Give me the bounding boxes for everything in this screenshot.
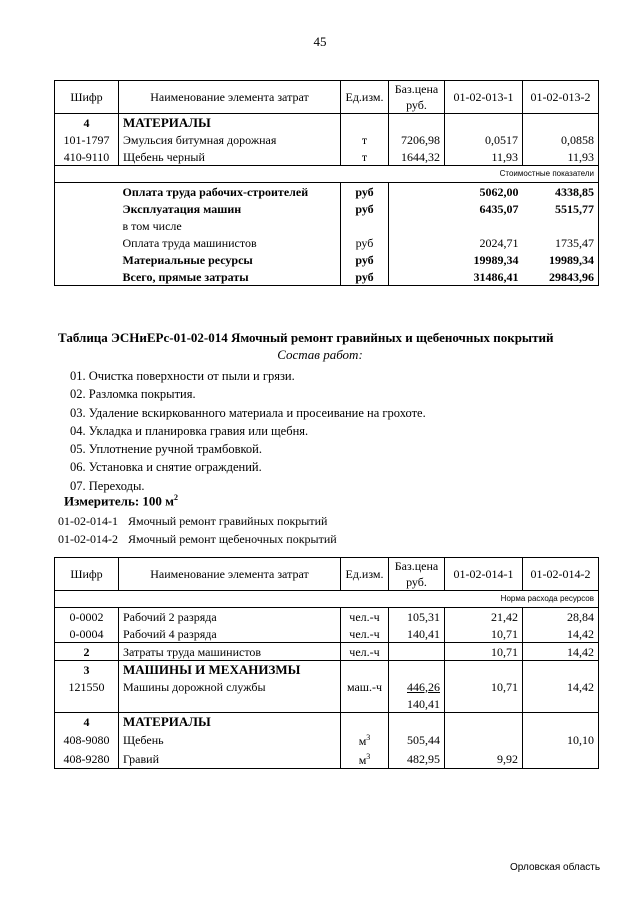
list-item: 03. Удаление вскиркованного материала и просеивание на грохоте. — [70, 405, 426, 420]
header-col2: 01-02-013-2 — [523, 81, 599, 114]
row-name: Рабочий 2 разряда — [119, 608, 341, 626]
section-number: 4 — [55, 114, 119, 132]
cost-name: Оплата труда машинистов — [122, 235, 257, 250]
row-price: 446,26 — [389, 678, 445, 695]
cost-unit: руб — [341, 234, 389, 251]
row-name: Щебень — [119, 730, 341, 749]
table-row — [55, 148, 599, 166]
cost-value-2 — [523, 217, 599, 234]
variant-line — [58, 514, 327, 529]
row-code: 0-0004 — [55, 625, 119, 643]
header-unit: Ед.изм. — [341, 81, 389, 114]
row-value-2: 0,0858 — [523, 131, 599, 148]
row-value-1: 11,93 — [445, 148, 523, 166]
row-unit — [341, 749, 389, 769]
cost-caption: Стоимостные показатели — [119, 166, 599, 183]
row-unit: чел.-ч — [341, 625, 389, 643]
works-subtitle: Состав работ: — [277, 347, 363, 362]
table-header-row — [55, 558, 599, 591]
header-price-line1: Баз.цена — [394, 82, 439, 96]
row-value-2: 14,42 — [523, 643, 599, 661]
header-code: Шифр — [55, 81, 119, 114]
meter-label: Измеритель: 100 м — [64, 493, 175, 509]
meter-sup: 2 — [174, 493, 179, 502]
section-title: МАТЕРИАЛЫ — [119, 114, 341, 132]
row-name: Затраты труда машинистов — [119, 643, 341, 661]
row-code: 408-9280 — [55, 749, 119, 769]
unit-base: м — [358, 734, 367, 748]
header-price-line2: руб. — [406, 98, 427, 112]
row-price: 482,95 — [389, 749, 445, 769]
list-item: 06. Установка и снятие ограждений. — [70, 460, 262, 475]
cost-value-1: 6435,07 — [479, 201, 519, 216]
cost-name: Эксплуатация машин — [122, 201, 242, 216]
list-item: 04. Укладка и планировка гравия или щебня. — [70, 423, 309, 438]
cost-name: Оплата труда рабочих-строителей — [119, 183, 341, 201]
row-name: Эмульсия битумная дорожная — [119, 131, 341, 148]
cost-unit: руб — [341, 268, 389, 286]
cost-value-2: 5515,77 — [523, 200, 599, 217]
variant-line — [58, 532, 337, 547]
row-code: 410-9110 — [55, 148, 119, 166]
row-name: Гравий — [119, 749, 341, 769]
list-item: 02. Разломка покрытия. — [70, 387, 196, 402]
list-item: 07. Переходы. — [70, 478, 145, 493]
variant-code: 01-02-014-1 — [58, 514, 118, 528]
list-item: 05. Уплотнение ручной трамбовкой. — [70, 442, 262, 457]
cost-value-1: 5062,00 — [445, 183, 523, 201]
cost-row — [55, 183, 599, 201]
cost-name: Всего, прямые затраты — [119, 268, 341, 286]
unit-base: м — [358, 753, 367, 767]
row-value-2: 14,42 — [523, 625, 599, 643]
cost-unit: руб — [341, 200, 389, 217]
header-price-line1: Баз.цена — [394, 559, 439, 573]
cost-row — [55, 217, 599, 234]
row-value-1 — [445, 730, 523, 749]
section-row-materials — [55, 713, 599, 731]
cost-value-2: 29843,96 — [523, 268, 599, 286]
list-item: 01. Очистка поверхности от пыли и грязи. — [70, 369, 295, 383]
cost-name: Материальные ресурсы — [122, 252, 253, 267]
cost-value-1 — [445, 217, 523, 234]
row-unit — [341, 730, 389, 749]
header-col1: 01-02-013-1 — [445, 81, 523, 114]
table-row — [55, 749, 599, 769]
row-unit: чел.-ч — [341, 643, 389, 661]
table-title: Таблица ЭСНиЕРс-01-02-014 Ямочный ремонт гравийных и щебеночных покрытий — [58, 330, 554, 345]
row-code: 0-0002 — [55, 608, 119, 626]
table-row — [55, 625, 599, 643]
header-price — [389, 81, 445, 114]
row-code: 2 — [55, 643, 119, 661]
row-value-2 — [523, 749, 599, 769]
footer-region: Орловская область — [510, 862, 601, 873]
row-price: 1644,32 — [389, 148, 445, 166]
row-value-1: 10,71 — [445, 625, 523, 643]
header-col2: 01-02-014-2 — [523, 558, 599, 591]
row-price-secondary: 140,41 — [389, 695, 445, 713]
row-value-1: 0,0517 — [445, 131, 523, 148]
section-title: МАТЕРИАЛЫ — [119, 713, 341, 731]
cost-unit — [341, 217, 389, 234]
table-row-sub — [55, 695, 599, 713]
page-number: 45 — [313, 34, 327, 49]
row-code: 408-9080 — [55, 730, 119, 749]
cost-value-1: 31486,41 — [445, 268, 523, 286]
row-name: Рабочий 4 разряда — [119, 625, 341, 643]
meter — [64, 493, 178, 509]
row-value-2: 28,84 — [523, 608, 599, 626]
cost-name: в том числе — [122, 218, 182, 233]
norm-caption: Норма расхода ресурсов — [119, 591, 599, 608]
row-unit: чел.-ч — [341, 608, 389, 626]
cost-row-total — [55, 268, 599, 286]
section-row-materials — [55, 114, 599, 132]
header-price — [389, 558, 445, 591]
section-row-machines — [55, 661, 599, 679]
resources-table-013 — [54, 80, 599, 286]
cost-value-1: 19989,34 — [473, 252, 519, 267]
variant-name: Ямочный ремонт щебеночных покрытий — [128, 532, 337, 546]
row-unit: маш.-ч — [341, 678, 389, 695]
row-price: 105,31 — [389, 608, 445, 626]
cost-value-1: 2024,71 — [479, 235, 519, 250]
table-row — [55, 608, 599, 626]
table-row — [55, 131, 599, 148]
row-price: 140,41 — [389, 625, 445, 643]
table-row — [55, 678, 599, 695]
cost-caption-row — [55, 166, 599, 183]
norm-caption-row — [55, 591, 599, 608]
machinists-row — [55, 643, 599, 661]
row-price: 505,44 — [389, 730, 445, 749]
cost-value-2: 4338,85 — [523, 183, 599, 201]
row-value-1: 10,71 — [445, 678, 523, 695]
row-value-1: 21,42 — [445, 608, 523, 626]
table-row — [55, 730, 599, 749]
works-list — [70, 367, 426, 495]
header-name: Наименование элемента затрат — [119, 558, 341, 591]
cost-unit: руб — [341, 251, 389, 268]
variant-name: Ямочный ремонт гравийных покрытий — [128, 514, 328, 528]
header-price-line2: руб. — [406, 575, 427, 589]
header-unit: Ед.изм. — [341, 558, 389, 591]
row-value-1: 10,71 — [445, 643, 523, 661]
row-unit: т — [341, 148, 389, 166]
variant-code: 01-02-014-2 — [58, 532, 118, 546]
cost-value-2: 1735,47 — [523, 234, 599, 251]
cost-row — [55, 200, 599, 217]
row-code: 121550 — [55, 678, 119, 695]
unit-sup: 3 — [366, 733, 371, 742]
header-col1: 01-02-014-1 — [445, 558, 523, 591]
header-name: Наименование элемента затрат — [119, 81, 341, 114]
row-name: Щебень черный — [119, 148, 341, 166]
section-number: 3 — [55, 661, 119, 679]
unit-sup: 3 — [366, 752, 371, 761]
row-value-2: 11,93 — [523, 148, 599, 166]
row-price: 7206,98 — [389, 131, 445, 148]
row-value-2: 14,42 — [523, 678, 599, 695]
row-name: Машины дорожной службы — [119, 678, 341, 695]
row-code: 101-1797 — [55, 131, 119, 148]
row-value-1: 9,92 — [445, 749, 523, 769]
cost-value-2: 19989,34 — [523, 251, 599, 268]
row-value-2: 10,10 — [523, 730, 599, 749]
cost-row — [55, 251, 599, 268]
section-title: МАШИНЫ И МЕХАНИЗМЫ — [119, 661, 341, 679]
section-number: 4 — [55, 713, 119, 731]
row-unit: т — [341, 131, 389, 148]
cost-row — [55, 234, 599, 251]
resources-table-014 — [54, 557, 599, 769]
cost-unit: руб — [341, 183, 389, 201]
header-code: Шифр — [55, 558, 119, 591]
table-header-row — [55, 81, 599, 114]
